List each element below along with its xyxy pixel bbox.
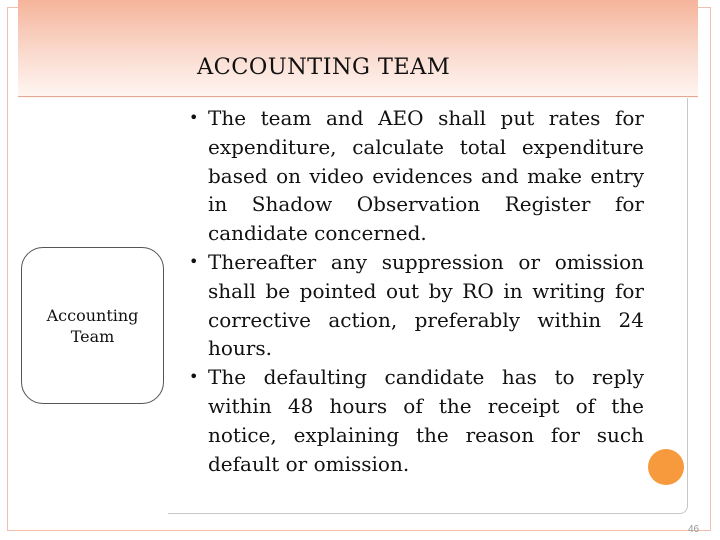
- bullet-item: [184, 248, 644, 363]
- bullet-text: Thereafter any suppression or omission shall be pointed out by RO in writing for corrective action, preferably within 24 hours.: [208, 249, 644, 361]
- page-number: 46: [688, 524, 700, 535]
- bullet-item: [184, 363, 644, 478]
- slide-title: ACCOUNTING TEAM: [197, 54, 451, 80]
- title-divider: [18, 96, 698, 97]
- bullet-list: [184, 104, 644, 478]
- bullet-icon: •: [189, 251, 199, 271]
- bullet-item: [184, 104, 644, 248]
- bullet-icon: •: [189, 108, 199, 127]
- bullet-text: The defaulting candidate has to reply within 48 hours of the receipt of the notice, explaining the reason for such default or omission.: [208, 365, 644, 476]
- label-line-2: Team: [70, 326, 115, 346]
- accounting-team-label-box: [21, 247, 164, 404]
- header-band: [18, 0, 698, 98]
- decorative-circle: [648, 449, 684, 485]
- bullet-text: The team and AEO shall put rates for expenditure, calculate total expenditure based on video evidences and make entry in Shadow Observation Register for candidate concerned.: [208, 106, 644, 246]
- bullet-icon: •: [189, 367, 199, 387]
- label-line-1: Accounting: [46, 305, 139, 325]
